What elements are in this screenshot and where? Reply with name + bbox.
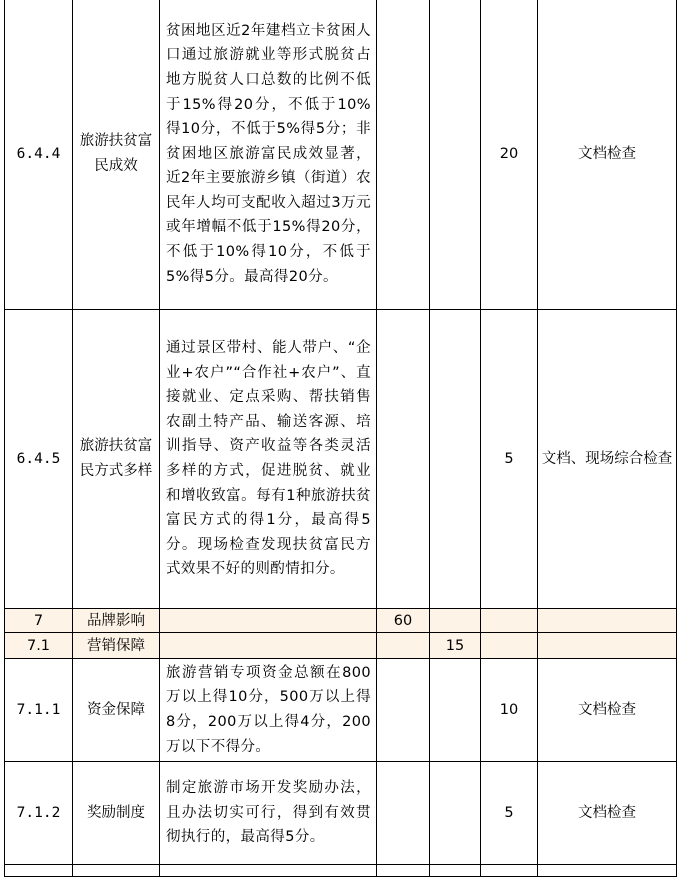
- table-row: [5, 0, 677, 310]
- item-number: 7.1.1: [5, 659, 73, 762]
- level2-score: [430, 0, 481, 310]
- level1-score: 10: [481, 659, 538, 762]
- check-method: 文档检查: [538, 762, 677, 865]
- table-row: [5, 310, 677, 609]
- item-criteria: [160, 633, 377, 659]
- check-method: 文档、现场综合检查: [538, 310, 677, 609]
- level3-score: [377, 762, 430, 865]
- level1-score: 5: [481, 762, 538, 865]
- item-number: 7: [5, 609, 73, 633]
- item-name: 旅游扶贫富民方式多样: [73, 310, 160, 609]
- level1-score: 5: [481, 310, 538, 609]
- item-criteria: 制定旅游市场开发奖励办法，且办法切实可行，得到有效贯彻执行的，最高得5分。: [160, 762, 377, 865]
- item-name: 奖励制度: [73, 762, 160, 865]
- table-row: [5, 762, 677, 865]
- level2-score: [430, 762, 481, 865]
- item-criteria: 贫困地区近2年建档立卡贫困人口通过旅游就业等形式脱贫占地方脱贫人口总数的比例不低于15%得20分，不低于10%得10分，不低于5%得5分；非贫困地区旅游富民成效显著，近2年主要旅游乡镇（街道）农民年人均可支配收入超过3万元或年增幅不低于15%得20分，不低于10%得10分，不低于5%得5分。最高得20分。: [160, 0, 377, 310]
- check-method: 文档检查: [538, 659, 677, 762]
- level2-score: [430, 310, 481, 609]
- item-criteria: 通过景区带村、能人带户、“企业+农户”“合作社+农户”、直接就业、定点采购、帮扶销售农副土特产品、输送客源、培训指导、资产收益等各类灵活多样的方式，促进脱贫、就业和增收致富。每有1种旅游扶贫富民方式的得1分，最高得5分。现场检查发现扶贫富民方式效果不好的则酌情扣分。: [160, 310, 377, 609]
- evaluation-table: [4, 0, 677, 877]
- item-number: 6.4.4: [5, 0, 73, 310]
- item-number: 7.1: [5, 633, 73, 659]
- item-number: 6.4.5: [5, 310, 73, 609]
- table-row: [5, 865, 677, 877]
- table-row: [5, 659, 677, 762]
- level2-score: [430, 659, 481, 762]
- item-criteria: 旅游营销专项资金总额在800万以上得10分，500万以上得8分，200万以上得4分，200万以下不得分。: [160, 659, 377, 762]
- table-row: [5, 633, 677, 659]
- level3-score: [377, 0, 430, 310]
- item-name: 品牌影响: [73, 609, 160, 633]
- item-number: 7.1.2: [5, 762, 73, 865]
- level1-score: 20: [481, 0, 538, 310]
- level2-score: [430, 609, 481, 633]
- level3-score: [377, 310, 430, 609]
- item-name: 资金保障: [73, 659, 160, 762]
- check-method: [538, 633, 677, 659]
- item-name: 旅游扶贫富民成效: [73, 0, 160, 310]
- level1-score: [481, 633, 538, 659]
- level3-score: 60: [377, 609, 430, 633]
- item-criteria: [160, 609, 377, 633]
- level2-score: 15: [430, 633, 481, 659]
- level3-score: [377, 659, 430, 762]
- level1-score: [481, 609, 538, 633]
- check-method: [538, 609, 677, 633]
- item-name: 营销保障: [73, 633, 160, 659]
- check-method: 文档检查: [538, 0, 677, 310]
- table-row: [5, 609, 677, 633]
- level3-score: [377, 633, 430, 659]
